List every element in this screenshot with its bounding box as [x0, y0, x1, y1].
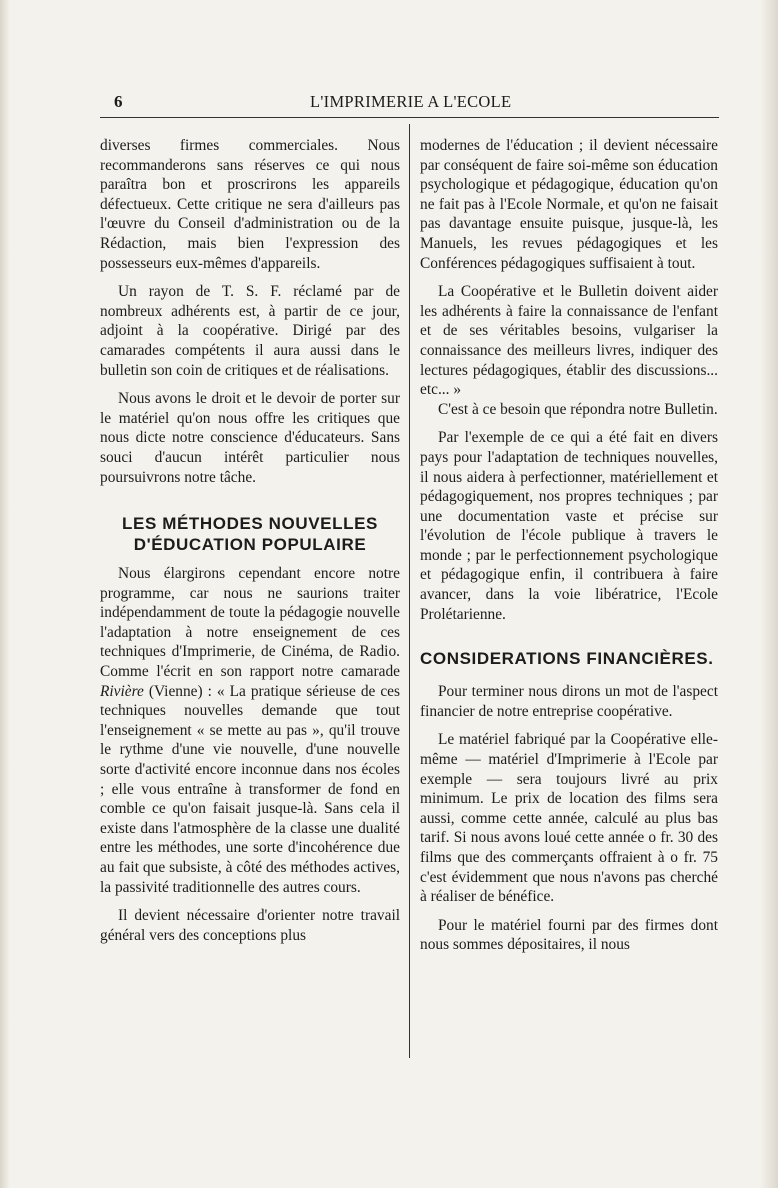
- left-paragraph-2: Un rayon de T. S. F. réclamé par de nombreux adhérents est, à partir de ce jour, adjoint à la coopérative. Dirigé par des camarades compétents il aura aussi dans le bulletin son coin de critiques et de réalisations.: [100, 283, 400, 379]
- page-edge-right: [760, 0, 778, 1188]
- right-paragraph-4: Par l'exemple de ce qui a été fait en divers pays pour l'adaptation de techniques nouvelles, il nous aidera à perfectionner, matériellement et pédagogiquement, nos propres techniques ; par une documentation vaste et précise sur l'évolution de l'école publique à travers le monde ; par le perfectionnement psychologique et pédagogique enfin, il contribuera à faire avancer, dans la voie libératrice, l'Ecole Prolétarienne.: [420, 429, 718, 623]
- right-paragraph-6: Le matériel fabriqué par la Coopérative elle-même — matériel d'Imprimerie à l'Ecole par exemple — sera toujours livré au prix minimum. Le prix de location des films sera aussi, comme cette année, calculé au plus bas tarif. Si nous avons loué cette année o fr. 30 des films que des commerçants offraient à o fr. 75 c'est évidemment que nous n'avons pas cherché à réaliser de bénéfice.: [420, 731, 718, 906]
- right-paragraph-1: modernes de l'éducation ; il devient nécessaire par conséquent de faire soi-même son éducation psychologique et pédagogique, éducation qu'on ne fait pas à l'Ecole Normale, et qu'on ne faisait pas davantage ensuite puisque, jusque-là, les Manuels, les revues pédagogiques et les Conférences pédagogiques suffisaient à tout.: [420, 137, 718, 272]
- right-paragraph-2: La Coopérative et le Bulletin doivent aider les adhérents à faire la connaissance de l'enfant et de ses véritables besoins, vulgariser la connaissance des meilleurs livres, indiquer des lectures pédagogiques, établir des discussions... etc... »: [420, 283, 718, 399]
- right-paragraph-5: Pour terminer nous dirons un mot de l'aspect financier de notre entreprise coopérative.: [420, 683, 718, 720]
- left-paragraph-1: diverses firmes commerciales. Nous recommanderons sans réserves ce qui nous paraîtra bon et proscrirons les appareils défectueux. Cette critique ne sera d'ailleurs pas l'œuvre du Conseil d'administration ou de la Rédaction, mais bien l'expression des possesseurs eux-mêmes d'appareils.: [100, 137, 400, 272]
- left-paragraph-5: Il devient nécessaire d'orienter notre travail général vers des conceptions plus: [100, 907, 400, 944]
- left-paragraph-3: Nous avons le droit et le devoir de porter sur le matériel qu'on nous offre les critiques que nous dicte notre conscience d'éducateurs. Sans souci d'aucun intérêt particulier nous poursuivrons notre tâche.: [100, 390, 400, 486]
- author-name: Rivière: [100, 682, 144, 700]
- section-heading-methodes: [100, 513, 400, 555]
- header-rule: [100, 117, 719, 118]
- right-paragraph-7: Pour le matériel fourni par des firmes dont nous sommes dépositaires, il nous: [420, 916, 718, 954]
- page-edge-left: [0, 0, 10, 1188]
- left-paragraph-4: [100, 564, 400, 897]
- section-heading-line-1: LES MÉTHODES NOUVELLES: [122, 514, 378, 534]
- section-heading-financieres: CONSIDERATIONS FINANCIÈRES.: [420, 649, 714, 669]
- page-number: 6: [114, 92, 123, 111]
- p4-text-before: Nous élargirons cependant encore notre programme, car nous ne saurions traiter indépendamment de toute la pédagogie nouvelle l'adaptation à notre enseignement de ces techniques d'Imprimerie, de Cinéma, de Radio. Comme l'écrit en son rapport notre camarade: [100, 565, 400, 681]
- running-title: L'IMPRIMERIE A L'ECOLE: [310, 92, 512, 111]
- left-column: [100, 136, 400, 945]
- page-header: [100, 92, 720, 114]
- right-paragraph-3: C'est à ce besoin que répondra notre Bulletin.: [438, 400, 718, 418]
- right-column: [420, 136, 718, 955]
- p4-text-after: (Vienne) : « La pratique sérieuse de ces techniques nouvelles demande que tout l'enseignement « se mette au pas », qu'il trouve le rythme d'une vie nouvelle, d'une nouvelle sorte d'activité encore inconnue dans nos écoles ; elle vous entraîne à transformer de fond en comble ce qu'on faisait jusque-là. Sans cela il existe dans l'atmosphère de la classe une dualité entre les méthodes, une sorte d'incohérence due au fait que subsiste, à côté des méthodes actives, la passivité traditionnelle des autres cours.: [100, 682, 400, 896]
- section-heading-line-2: D'ÉDUCATION POPULAIRE: [133, 535, 367, 555]
- column-divider: [409, 124, 410, 1058]
